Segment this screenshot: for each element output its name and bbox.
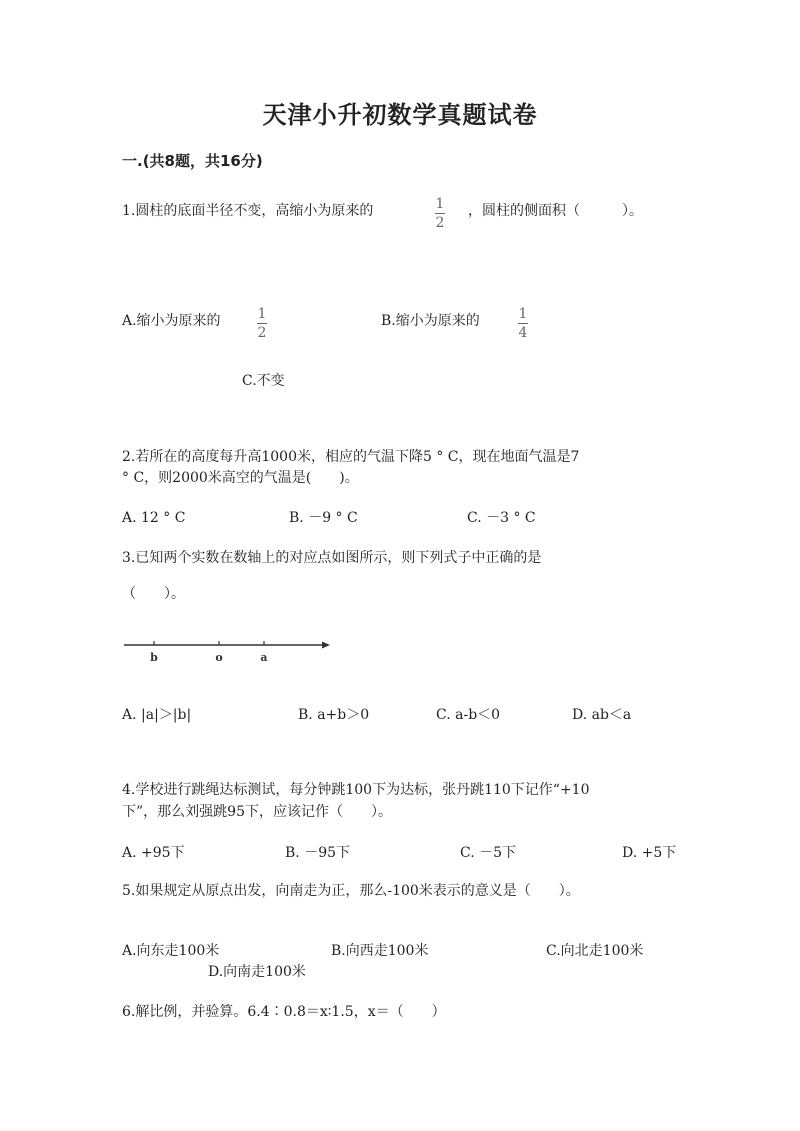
- q5-option-a: A.向东走100米: [122, 943, 220, 959]
- q1-option-a: A.缩小为原来的: [122, 313, 221, 329]
- q3-stem-line2: （ ）。: [122, 586, 185, 602]
- fraction-denominator: 4: [518, 325, 528, 341]
- q2-stem-line2: ° C，则2000米高空的气温是( )。: [122, 470, 359, 486]
- q4-stem-line2: 下”，那么刘强跳95下，应该记作（ ）。: [122, 804, 392, 820]
- q1-fraction: [435, 196, 445, 231]
- fraction-numerator: 1: [518, 306, 528, 322]
- label-o: o: [215, 651, 223, 664]
- q4-option-a: A. +95下: [122, 845, 185, 861]
- q5-option-c: C.向北走100米: [546, 943, 644, 959]
- fraction-bar: [435, 213, 445, 214]
- number-line-arrow: [322, 642, 330, 649]
- q2-option-b: B. －9 ° C: [289, 510, 358, 526]
- q4-option-d: D. +5下: [622, 845, 677, 861]
- q5-option-d: D.向南走100米: [208, 964, 306, 980]
- fraction-numerator: 1: [435, 196, 445, 212]
- q1-option-c: C.不变: [242, 373, 285, 389]
- fraction-denominator: 2: [435, 215, 445, 231]
- q5-stem: 5.如果规定从原点出发，向南走为正，那么-100米表示的意义是（ ）。: [122, 883, 580, 899]
- fraction-denominator: 2: [257, 325, 267, 341]
- page-title: 天津小升初数学真题试卷: [262, 101, 538, 129]
- q3-option-b: B. a+b＞0: [298, 707, 370, 723]
- number-line-figure: [122, 636, 334, 666]
- fraction-bar: [257, 323, 267, 324]
- q1-option-a-fraction: [257, 306, 267, 341]
- fraction-bar: [518, 323, 528, 324]
- q5-option-b: B.向西走100米: [331, 943, 429, 959]
- fraction-numerator: 1: [257, 306, 267, 322]
- label-a: a: [260, 651, 268, 664]
- q1-option-b: B.缩小为原来的: [381, 313, 480, 329]
- q4-option-b: B. －95下: [285, 845, 351, 861]
- q1-option-b-fraction: [518, 306, 528, 341]
- q3-option-d: D. ab＜a: [572, 707, 632, 723]
- section-heading: 一.(共8题，共16分): [122, 152, 263, 170]
- q1-stem: 1.圆柱的底面半径不变，高缩小为原来的: [122, 203, 374, 219]
- q2-option-c: C. －3 ° C: [467, 510, 536, 526]
- q4-option-c: C. －5下: [460, 845, 517, 861]
- q1-stem-end: ，圆柱的侧面积（ ）。: [468, 203, 643, 219]
- q2-stem-line1: 2.若所在的高度每升高1000米，相应的气温下降5 ° C，现在地面气温是7: [122, 449, 580, 465]
- q3-option-c: C. a-b＜0: [436, 707, 501, 723]
- q2-option-a: A. 12 ° C: [122, 510, 186, 526]
- q6-stem: 6.解比例，并验算。6.4∶0.8＝x∶1.5，x＝（ ）: [122, 1004, 446, 1020]
- q3-option-a: A. |a|＞|b|: [122, 707, 192, 723]
- q3-stem-line1: 3.已知两个实数在数轴上的对应点如图所示，则下列式子中正确的是: [122, 550, 542, 566]
- q4-stem-line1: 4.学校进行跳绳达标测试，每分钟跳100下为达标，张丹跳110下记作“+10: [122, 782, 590, 798]
- label-b: b: [150, 651, 158, 664]
